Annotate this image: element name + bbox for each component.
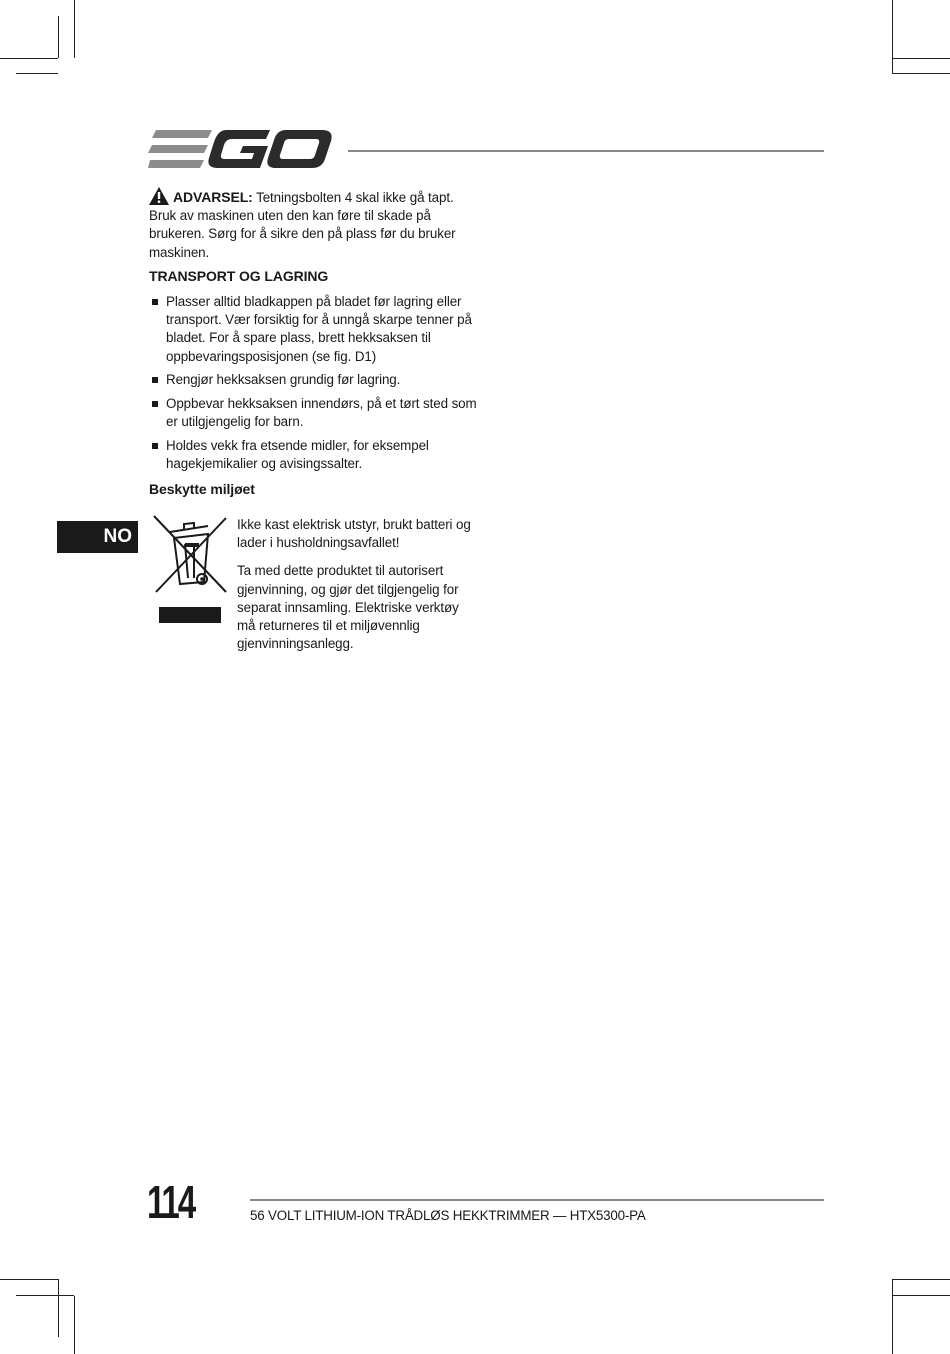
- crop-mark: [0, 1279, 58, 1280]
- crossed-bin-icon: [150, 512, 230, 626]
- header-rule: [348, 150, 824, 152]
- environment-text: [237, 516, 477, 663]
- list-item: Rengjør hekksaksen grundig før lagring.: [149, 371, 479, 389]
- warning-paragraph: [149, 187, 479, 262]
- crop-mark: [892, 1279, 950, 1280]
- language-tab: NO: [57, 521, 138, 553]
- footer-title: 56 VOLT LITHIUM-ION TRÅDLØS HEKKTRIMMER — HTX5300-PA: [250, 1208, 646, 1223]
- crop-mark: [74, 0, 75, 58]
- crop-mark: [74, 1296, 75, 1354]
- crop-mark: [16, 1295, 74, 1296]
- environment-paragraph: Ikke kast elektrisk utstyr, brukt batteri og lader i husholdningsavfallet!: [237, 517, 471, 551]
- crop-mark: [0, 58, 58, 59]
- crop-mark: [16, 73, 58, 74]
- crop-mark: [58, 16, 59, 58]
- transport-heading: TRANSPORT OG LAGRING: [149, 268, 329, 284]
- ego-logo: [148, 128, 332, 172]
- crop-mark: [892, 58, 950, 59]
- warning-text: Tetningsbolten 4 skal ikke gå tapt. Bruk av maskinen uten den kan føre til skade på brukeren. Sørg for å sikre den på plass før du bruker maskinen.: [149, 190, 456, 260]
- transport-list: [149, 293, 479, 479]
- warning-triangle-icon: [149, 187, 169, 205]
- warning-label: ADVARSEL:: [173, 189, 253, 205]
- list-item: Plasser alltid bladkappen på bladet før lagring eller transport. Vær forsiktig for å unngå skarpe tenner på bladet. For å spare plass, brett hekksaksen til oppbevaringsposisjonen (se fig. D1): [149, 293, 479, 366]
- crop-mark: [892, 1279, 893, 1354]
- environment-paragraph: Ta med dette produktet til autorisert gjenvinning, og gjør det tilgjengelig for separat innsamling. Elektriske verktøy må returneres til et miljøvennlig gjenvinningsanlegg.: [237, 563, 459, 652]
- crop-mark: [892, 73, 950, 74]
- page-number: 114: [147, 1176, 194, 1228]
- crop-mark: [58, 1279, 59, 1337]
- list-item: Oppbevar hekksaksen innendørs, på et tørt sted som er utilgjengelig for barn.: [149, 395, 479, 431]
- crop-mark: [892, 1295, 950, 1296]
- footer-rule: [250, 1199, 824, 1201]
- list-item: Holdes vekk fra etsende midler, for eksempel hagekjemikalier og avisingssalter.: [149, 437, 479, 473]
- crop-mark: [892, 0, 893, 74]
- environment-heading: Beskytte miljøet: [149, 481, 255, 497]
